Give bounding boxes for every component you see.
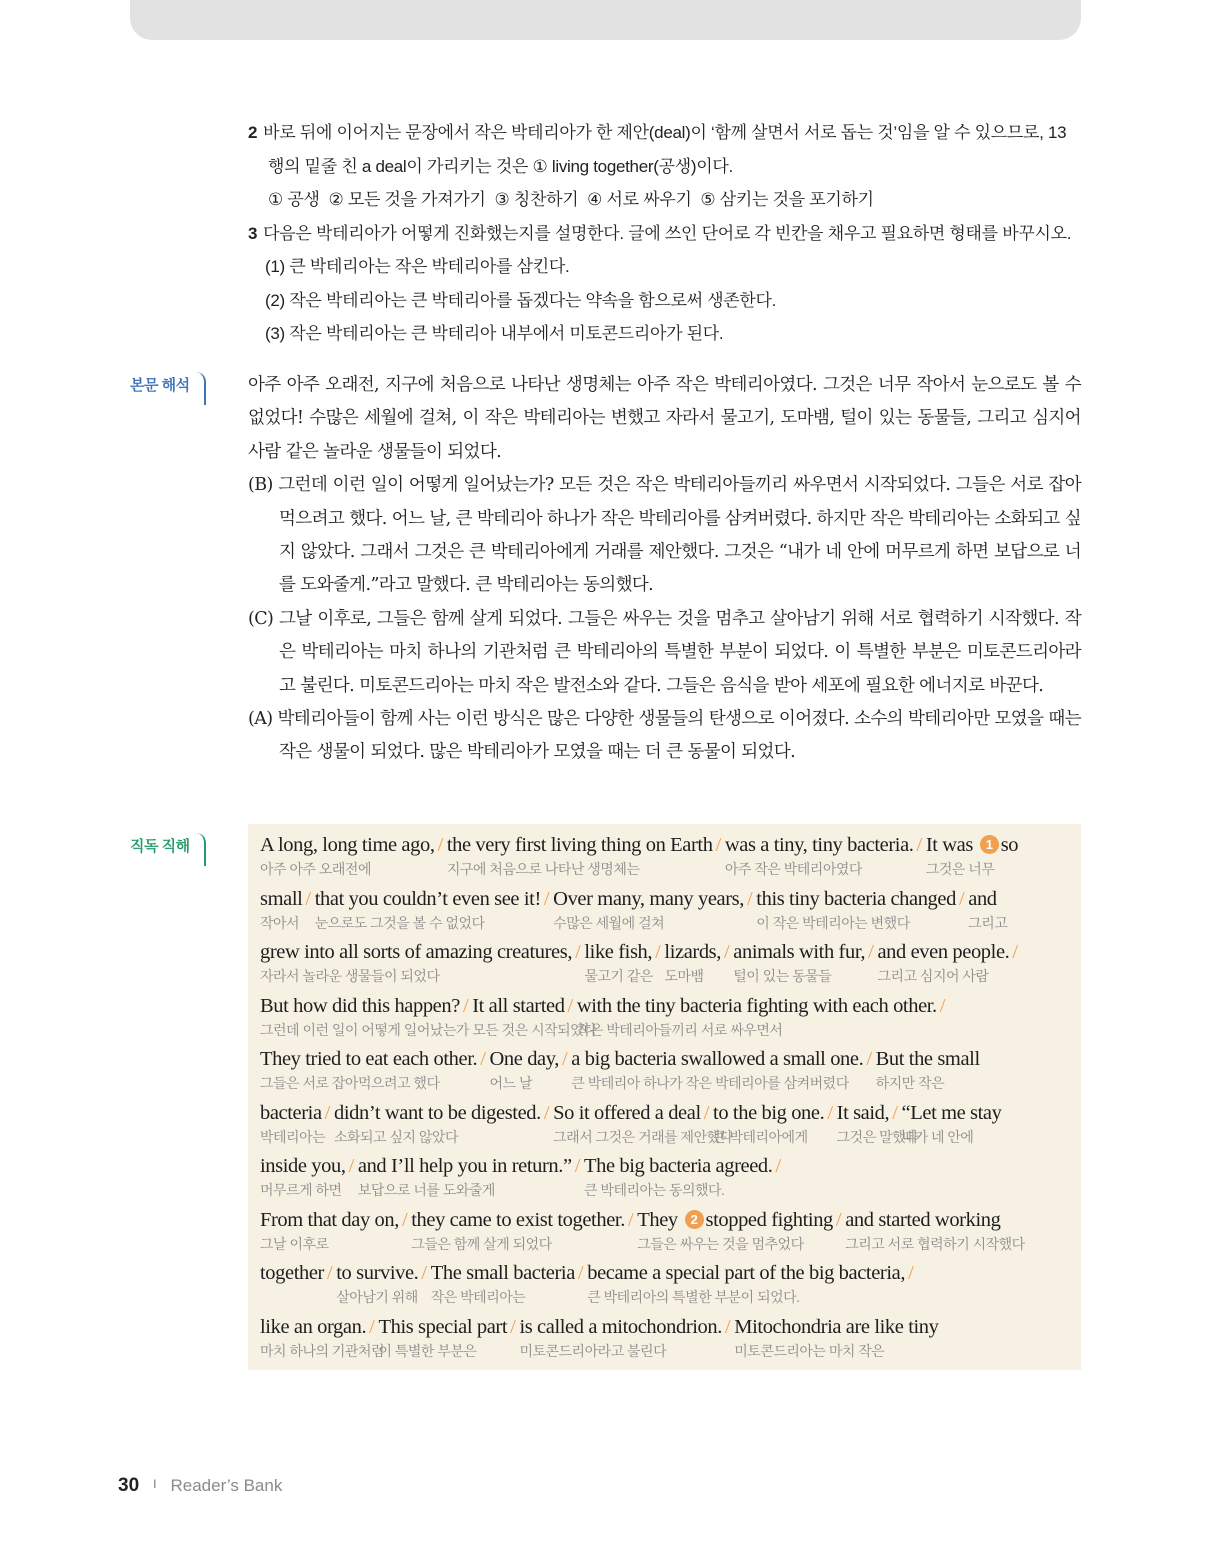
chunk [756,887,956,931]
chunk-english: they came to exist together. [411,1208,625,1231]
chunk-korean: 아주 작은 박테리아였다 [724,861,862,877]
book-title: Reader’s Bank [170,1476,283,1495]
chunk-korean: 보답으로 너를 도와줄게 [357,1182,495,1198]
chunk-korean: 지구에 처음으로 나타난 생명체는 [446,861,640,877]
chunk-divider: / [437,834,443,856]
chunk [713,1101,825,1145]
chunk [260,834,435,877]
chunk [336,1262,419,1305]
chunk [553,887,744,931]
chunk-divider: / [655,941,661,963]
chunk [519,1315,722,1359]
chunk-english: stopped fighting [705,1208,833,1231]
chunk-korean: 하지만 작은 [875,1075,945,1091]
chunk-english: like fish, [584,941,653,963]
chunk [357,1155,572,1198]
chunk [260,887,303,931]
chunk-korean: 그들은 서로 잡아먹으려고 했다 [260,1075,440,1091]
chunk-english: A long, long time ago, [260,834,435,856]
chunk-korean: 큰 박테리아의 특별한 부분이 되었다. [587,1289,800,1305]
chunk-line [260,1155,785,1198]
chunk [584,941,653,984]
chunk-korean: 살아남기 위해 [336,1289,418,1305]
chunk-korean: 그것은 말했다 [836,1128,919,1145]
chunk [845,1208,1025,1252]
chunk [260,1048,478,1091]
chunk-line [260,834,1019,877]
chunk-korean: 내가 네 안에 [901,1128,974,1145]
chunk [968,887,1008,931]
chunk-korean: 아주 아주 오래전에 [260,861,371,877]
chunk-english: that you couldn’t even see it! [314,887,541,910]
chunk-divider: / [567,994,573,1017]
question-marker-badge: 2 [685,1210,704,1229]
chunk-divider: / [835,1208,842,1231]
chunk [875,1048,980,1091]
top-header-bar [130,0,1081,40]
chunk-divider: / [723,941,730,963]
chunk-divider: / [348,1155,354,1177]
chunk-english: to the big one. [713,1101,825,1124]
chunk-divider: / [627,1208,634,1231]
chunk-english: This special part [378,1315,508,1338]
chunk-english: with the tiny bacteria fighting with each other. [576,994,937,1017]
chunk-divider: / [305,887,311,910]
chunk-korean: 모든 것은 시작되었다 [472,1021,597,1038]
chunk-english: became a special part of the big bacteria, [587,1262,906,1284]
chunk-korean: 큰 박테리아에게 [713,1128,808,1145]
translation-paragraph-c: (C) 그날 이후로, 그들은 함께 살게 되었다. 그들은 싸우는 것을 멈추고 살아남기 위해 서로 협력하기 시작했다. 작은 박테리아는 마치 하나의 기관처럼 큰 박테리아의 특별한 부분이 되었다. 이 특별한 부분은 미토콘드리아라고 불린다. 미토콘드리아는 마치 작은 발전소와 같다. 그들은 음식을 받아 세포에 필요한 에너지로 바꾼다. [248,608,1081,696]
chunk-divider: / [324,1101,330,1124]
chunk-divider: / [480,1048,486,1070]
chunk-english: It all started [472,994,565,1017]
chunk-line [260,1208,1025,1252]
chunk-english: Mitochondria are like tiny [734,1315,939,1338]
translation-paragraph: 아주 아주 오래전, 지구에 처음으로 나타난 생명체는 아주 작은 박테리아였다. 그것은 너무 작아서 눈으로도 볼 수 없었다! 수많은 세월에 걸쳐, 이 작은 박테리아는 변했고 자라서 물고기, 도마뱀, 털이 있는 동물들, 그리고 심지어 사람 같은 놀라운 생물들이 되었다. [248,375,1081,462]
chunk-divider: / [574,1155,581,1177]
chunk [260,941,573,984]
sub-item: (1) 큰 박테리아는 작은 박테리아를 삼킨다. [265,257,570,276]
chunk-line [260,1262,917,1305]
chunk-divider: / [575,941,581,963]
chunk-korean: 미토콘드리아는 마치 작은 [734,1342,885,1359]
chunk-divider: / [958,887,965,910]
chunk-english: The big bacteria agreed. [584,1155,773,1177]
chunk-english: didn’t want to be digested. [333,1101,541,1124]
chunk-line [260,1101,1002,1145]
chunk-korean: 소화되고 싶지 않았다 [333,1128,458,1145]
chunk [584,1155,773,1198]
chunk-english: small [260,887,303,910]
question-number: 3 [248,223,258,243]
question-3 [248,217,1088,351]
chunk-english: But the small [875,1048,980,1070]
chunk-english: together [260,1262,324,1284]
chunk [260,1208,399,1252]
chunk-english: animals with fur, [733,941,866,963]
chunk [260,1155,346,1198]
chunk-korean: 이 작은 박테리아는 변했다 [756,914,910,931]
chunk-divider: / [715,834,721,856]
chunk-divider: / [326,1262,333,1284]
chunk-divider: / [510,1315,516,1338]
chunk-korean: 마치 하나의 기관처럼 [260,1342,384,1359]
question-2 [248,116,1088,217]
chunk-korean: 자라서 놀라운 생물들이 되었다 [260,968,440,984]
choice-list: ① 공생 ② 모든 것을 가져가기 ③ 칭찬하기 ④ 서로 싸우기 ⑤ 삼키는 것을 포기하기 [268,190,874,209]
chunk-korean: 그들은 함께 살게 되었다 [411,1235,552,1252]
chunk-divider: / [703,1101,710,1124]
translation-label: 본문 해석 [130,372,206,405]
explanation-line: 다음은 박테리아가 어떻게 진화했는지를 설명한다. 글에 쓰인 단어로 각 빈칸을 채우고 필요하면 형태를 바꾸시오. [263,223,1072,243]
chunk [877,941,1010,984]
translation-paragraph-a: (A) 박테리아들이 함께 사는 이런 방식은 많은 다양한 생물들의 탄생으로 이어졌다. 소수의 박테리아만 모였을 때는 작은 생물이 되었다. 많은 박테리아가 모였을 때는 더 큰 동물이 되었다. [248,709,1081,763]
chunk-divider: / [543,1101,550,1124]
chunk-divider: / [577,1262,584,1284]
chunk [260,1315,384,1359]
chunk [734,1315,939,1359]
chunk-korean: 털이 있는 동물들 [733,968,832,984]
sub-item: (2) 작은 박테리아는 큰 박테리아를 돕겠다는 약속을 함으로써 생존한다. [265,290,777,310]
chunk [260,994,469,1038]
chunk-korean: 미토콘드리아라고 불린다 [519,1342,667,1359]
chunk-english: was a tiny, tiny bacteria. [724,834,914,856]
footer-separator: I [153,1477,157,1491]
chunk-english: this tiny bacteria changed [756,887,956,910]
chunk-english: They tried to eat each other. [260,1048,478,1070]
chunk [733,941,866,984]
question-number: 2 [248,123,258,142]
chunk-korean: 박테리아는 [260,1128,326,1145]
chunk-korean: 수많은 세월에 걸쳐 [553,914,665,931]
chunk-english: grew into all sorts of amazing creatures, [260,941,573,963]
chunk-divider: / [421,1262,427,1284]
direct-reading-box [248,824,1081,1370]
chunk-divider: / [868,941,874,963]
chunk-korean: 이 특별한 부분은 [378,1342,477,1359]
chunk-korean: 큰 박테리아 하나가 작은 박테리아를 삼켜버렸다 [571,1075,849,1091]
chunk-divider: / [369,1315,375,1338]
chunk-english: From that day on, [260,1208,399,1231]
chunk-korean: 도마뱀 [664,968,704,984]
chunk-divider: / [401,1208,408,1231]
chunk-divider: / [866,1048,872,1070]
chunk [333,1101,541,1145]
chunk-korean: 그것은 너무 [925,861,995,877]
chunk-korean: 머무르게 하면 [260,1182,342,1198]
chunk-divider: / [775,1155,781,1177]
chunk [587,1262,906,1305]
chunk-divider: / [1012,941,1018,963]
chunk-korean: 작은 박테리아는 [430,1289,526,1305]
chunk-korean: 눈으로도 그것을 볼 수 없었다 [314,914,485,931]
page-footer [118,1475,282,1497]
chunk-english: and even people. [877,941,1010,963]
explanation-line: 행의 밑줄 친 a deal이 가리키는 것은 ① living together(공생)이다. [268,156,733,176]
answer-explanations [248,116,1088,351]
chunk-korean: 그런데 이런 일이 어떻게 일어났는가 [260,1021,469,1038]
direct-reading-label: 직독 직해 [130,833,206,866]
chunk-divider: / [562,1048,568,1070]
chunk-korean: 물고기 같은 [584,968,653,984]
chunk-english: The small bacteria [430,1262,575,1284]
sub-item: (3) 작은 박테리아는 큰 박테리아 내부에서 미토콘드리아가 된다. [265,324,724,343]
chunk-english: lizards, [664,941,721,963]
chunk [314,887,541,931]
chunk [553,1101,733,1145]
chunk-divider: / [462,994,469,1017]
chunk-english: and [968,887,997,910]
chunk-english: It was [925,834,973,856]
chunk-korean: 그리고 심지어 사람 [877,968,989,984]
chunk-divider: / [747,887,753,910]
chunk-english: It said, [836,1101,890,1124]
chunk-korean: 그리고 서로 협력하기 시작했다 [845,1235,1025,1252]
chunk-english: bacteria [260,1101,322,1124]
translation-text [248,369,1081,770]
chunk-line [260,994,949,1038]
chunk-english: a big bacteria swallowed a small one. [571,1048,864,1070]
chunk-line [260,941,1022,984]
chunk-line [260,1048,980,1091]
chunk [446,834,713,877]
chunk-english: “Let me stay [901,1101,1002,1124]
chunk-english: and I’ll help you in return.” [357,1155,572,1177]
chunk [901,1101,1002,1145]
chunk-english: and started working [845,1208,1001,1231]
page-number: 30 [118,1475,140,1496]
chunk-english: is called a mitochondrion. [519,1315,722,1338]
chunk-english: So it offered a deal [553,1101,701,1124]
chunk-divider: / [827,1101,833,1124]
chunk-korean: 그래서 그것은 거래를 제안했다 [553,1128,733,1145]
chunk-english: They [637,1208,678,1231]
translation-paragraph-b: (B) 그런데 이런 일이 어떻게 일어났는가? 모든 것은 작은 박테리아들끼리 싸우면서 시작되었다. 그들은 서로 잡아먹으려고 했다. 어느 날, 큰 박테리아 하나가 작은 박테리아를 삼켜버렸다. 하지만 작은 박테리아는 소화되고 싶지 않았다. 그래서 그것은 큰 박테리아에게 거래를 제안했다. 그것은 “내가 네 안에 머무르게 하면 보답으로 너를 도와줄게.”라고 말했다. 큰 박테리아는 동의했다. [248,475,1081,596]
chunk-divider: / [939,994,946,1017]
chunk-english: the very first living thing on Earth [446,834,713,856]
chunk [724,834,914,877]
chunk-korean: 작아서 [260,914,300,931]
chunk [378,1315,508,1359]
chunk [576,994,937,1038]
chunk [430,1262,575,1305]
chunk [411,1208,625,1252]
chunk [637,1208,833,1252]
chunk [472,994,597,1038]
chunk-korean: 그리고 [968,914,1008,931]
chunk [664,941,721,984]
chunk-korean: 작은 박테리아들끼리 서로 싸우면서 [576,1021,783,1038]
chunk-divider: / [724,1315,731,1338]
chunk-line [260,887,1008,931]
chunk-korean: 그들은 싸우는 것을 멈추었다 [637,1235,804,1252]
chunk-divider: / [908,1262,914,1284]
chunk-divider: / [916,834,922,856]
chunk-english: like an organ. [260,1315,367,1338]
chunk-divider: / [892,1101,898,1124]
chunk [260,1262,324,1285]
chunk [260,1101,326,1145]
question-marker-badge: 1 [980,835,999,854]
chunk-korean: 어느 날 [489,1075,532,1091]
chunk-english: But how did this happen? [260,994,460,1017]
chunk-english: so [1000,834,1019,856]
chunk-english: to survive. [336,1262,419,1284]
chunk [925,834,1019,877]
chunk-english: One day, [489,1048,559,1070]
explanation-line: 바로 뒤에 이어지는 문장에서 작은 박테리아가 한 제안(deal)이 ‘함께 살면서 서로 돕는 것’임을 알 수 있으므로, 13 [263,123,1067,142]
chunk-divider: / [543,887,550,910]
chunk [571,1048,864,1091]
chunk-english: Over many, many years, [553,887,744,910]
chunk [836,1101,919,1145]
chunk-korean: 큰 박테리아는 동의했다. [584,1182,725,1198]
chunk-english: inside you, [260,1155,346,1177]
chunk [489,1048,559,1091]
chunk-korean: 그날 이후로 [260,1235,329,1252]
chunk-line [260,1315,939,1359]
